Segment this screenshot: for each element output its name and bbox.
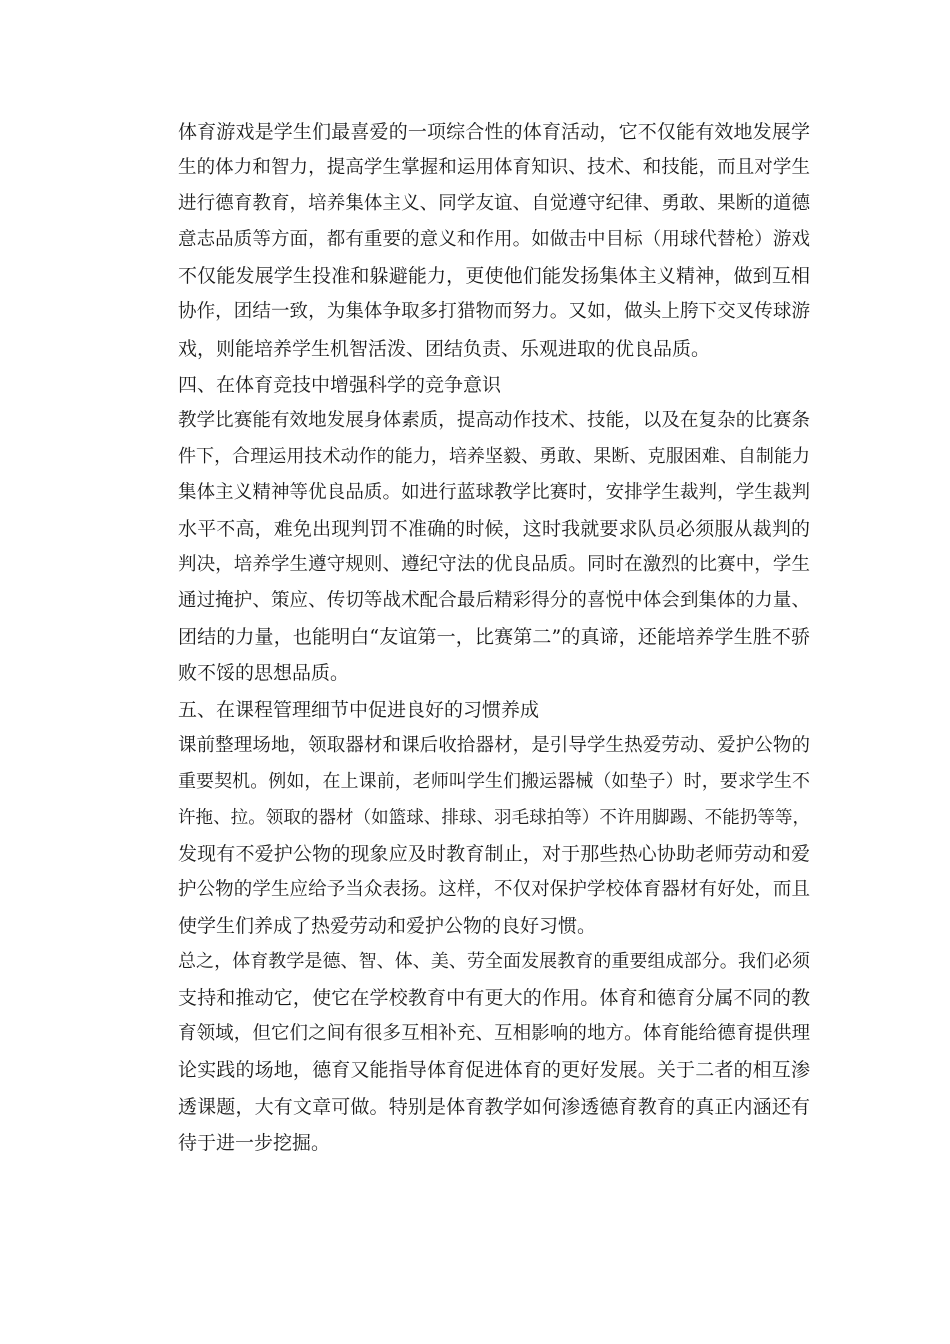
text-line: 体育游戏是学生们最喜爱的一项综合性的体育活动，它不仅能有效地发展学 [178, 121, 810, 143]
text-line: 四、在体育竞技中增强科学的竞争意识 [178, 373, 502, 396]
text-line: 教学比赛能有效地发展身体素质，提高动作技术、技能，以及在复杂的比赛条 [178, 409, 810, 431]
text-line: 待于进一步挖掘。 [178, 1131, 331, 1154]
text-line: 支持和推动它，使它在学校教育中有更大的作用。体育和德育分属不同的教 [178, 987, 810, 1010]
text-line: 团结的力量，也能明白“友谊第一，比赛第二”的真谛，还能培养学生胜不骄 [178, 626, 810, 649]
document-body [178, 114, 810, 1161]
text-line: 五、在课程管理细节中促进良好的习惯养成 [178, 698, 540, 721]
text-line: 败不馁的思想品质。 [178, 662, 350, 685]
text-line: 课前整理场地，领取器材和课后收拾器材，是引导学生热爱劳动、爱护公物的 [178, 734, 810, 756]
text-line: 透课题，大有文章可做。特别是体育教学如何渗透德育教育的真正内涵还有 [178, 1095, 810, 1118]
text-line: 水平不高，难免出现判罚不准确的时候，这时我就要求队员必须服从裁判的 [178, 518, 810, 541]
text-line: 判决，培养学生遵守规则、遵纪守法的优良品质。同时在激烈的比赛中，学生 [178, 554, 810, 576]
text-line: 进行德育教育，培养集体主义、同学友谊、自觉遵守纪律、勇敢、果断的道德 [178, 193, 810, 215]
text-line: 论实践的场地，德育又能指导体育促进体育的更好发展。关于二者的相互渗 [178, 1059, 810, 1082]
text-line: 育领域，但它们之间有很多互相补充、互相影响的地方。体育能给德育提供理 [178, 1023, 810, 1045]
text-line: 协作，团结一致，为集体争取多打猎物而努力。又如，做头上胯下交叉传球游 [178, 301, 810, 323]
text-line: 件下，合理运用技术动作的能力，培养坚毅、勇敢、果断、克服困难、自制能力 [178, 445, 810, 467]
text-line: 意志品质等方面，都有重要的意义和作用。如做击中目标（用球代替枪）游戏 [178, 229, 810, 251]
text-line: 护公物的学生应给予当众表扬。这样，不仅对保护学校体育器材有好处，而且 [178, 878, 810, 900]
text-line: 总之，体育教学是德、智、体、美、劳全面发展教育的重要组成部分。我们必须 [178, 951, 810, 973]
text-line: 通过掩护、策应、传切等战术配合最后精彩得分的喜悦中体会到集体的力量、 [178, 590, 810, 612]
text-line: 集体主义精神等优良品质。如进行蓝球教学比赛时，安排学生裁判，学生裁判 [178, 481, 810, 503]
text-line: 使学生们养成了热爱劳动和爱护公物的良好习惯。 [178, 915, 597, 938]
text-line: 许拖、拉。领取的器材（如篮球、排球、羽毛球拍等）不许用脚踢、不能扔等等， [178, 807, 810, 828]
text-line: 发现有不爱护公物的现象应及时教育制止，对于那些热心协助老师劳动和爱 [178, 842, 810, 865]
text-line: 生的体力和智力，提高学生掌握和运用体育知识、技术、和技能，而且对学生 [178, 157, 810, 179]
text-line: 重要契机。例如，在上课前，老师叫学生们搬运器械（如垫子）时，要求学生不 [178, 770, 810, 792]
text-line: 不仅能发展学生投准和躲避能力，更使他们能发扬集体主义精神，做到互相 [178, 265, 810, 288]
text-line: 戏，则能培养学生机智活泼、团结负责、乐观进取的优良品质。 [178, 337, 711, 360]
